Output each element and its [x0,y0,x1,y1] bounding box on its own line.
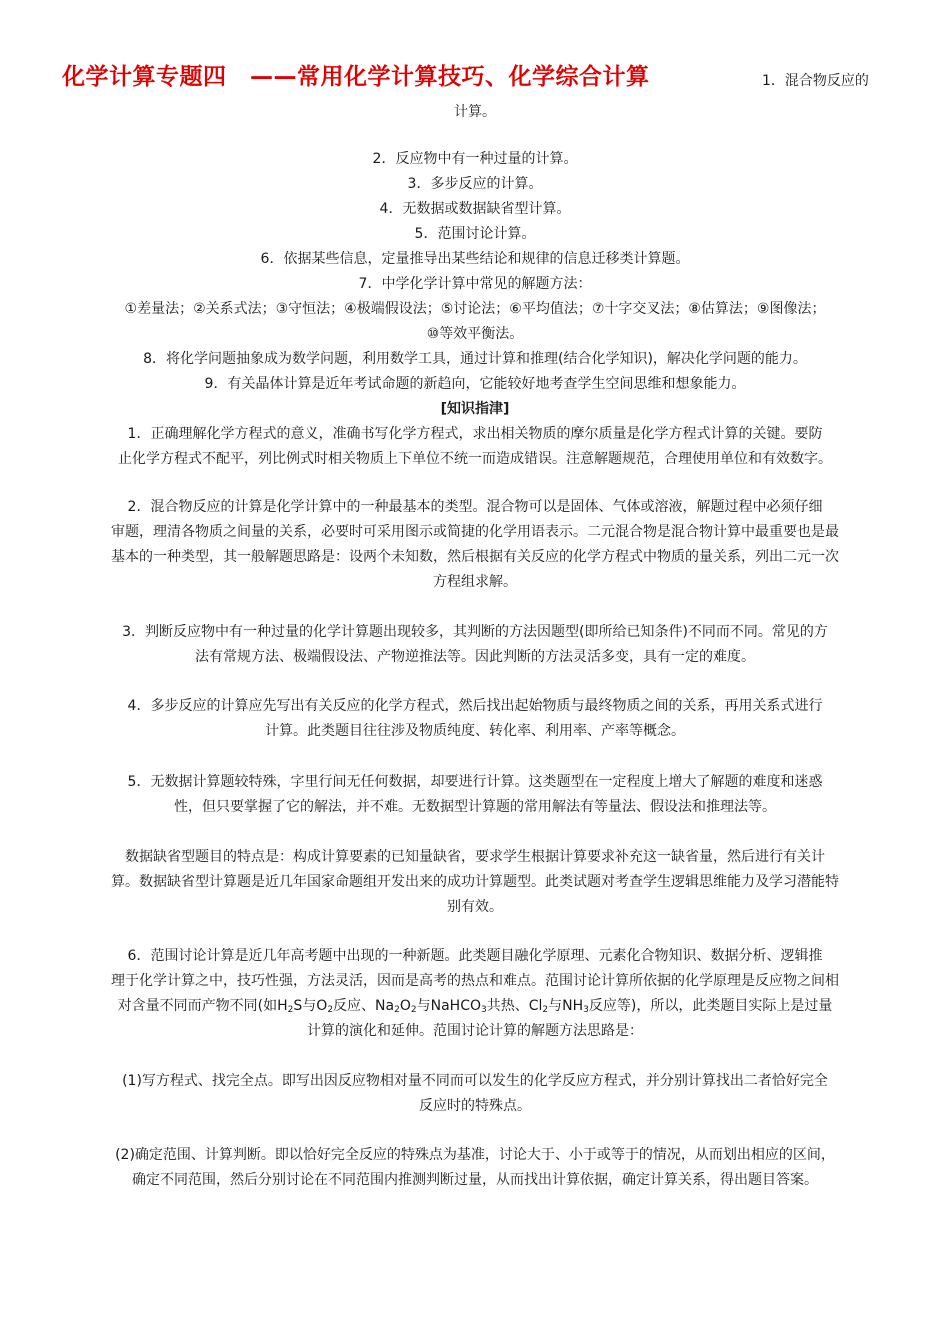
text-segment: 对含量不同而产物不同(如H [117,998,288,1014]
subscript: 2 [410,1005,417,1015]
paragraph-7-line-1: 6．范围讨论计算是近几年高考题中出现的一种新题。此类题目融化学原理、元素化合物知识、数据分析、逻辑推 [127,948,823,964]
list-item-4: 4．无数据或数据缺省型计算。 [379,201,571,217]
paragraph-3-line-2: 法有常规方法、极端假设法、产物逆推法等。因此判断的方法灵活多变，具有一定的难度。 [195,649,755,665]
text-segment: O [399,998,411,1014]
subscript: 2 [542,1005,549,1015]
paragraph-2-line-4: 方程组求解。 [433,574,517,590]
text-segment: 反应、Na [333,998,395,1014]
subscript: 3 [583,1005,589,1015]
subscript: 3 [480,1005,487,1015]
subscript: 2 [287,1005,294,1015]
paragraph-7-line-3 [40,994,910,1019]
section-heading: [知识指津] [440,401,510,417]
text-segment: 与NH [548,998,584,1014]
paragraph-1-line-2: 止化学方程式不配平，列比例式时相关物质上下单位不统一而造成错误。注意解题规范，合理使用单位和有效数字。 [118,451,832,467]
paragraph-8-line-1: (1)写方程式、找完全点。即写出因反应物相对量不同而可以发生的化学反应方程式，并分别计算找出二者恰好完全 [122,1073,828,1089]
document-title: 化学计算专题四 ——常用化学计算技巧、化学综合计算 [62,64,650,90]
methods-list: ①差量法；②关系式法；③守恒法；④极端假设法；⑤讨论法；⑥平均值法；⑦十字交叉法；⑧估算法；⑨图像法； [124,301,826,317]
text-segment: 反应等)，所以，此类题目实际上是过量 [588,998,833,1014]
paragraph-5-line-2: 性，但只要掌握了它的解法，并不难。无数据型计算题的常用解法有等量法、假设法和推理法等。 [174,799,776,815]
list-item-2: 2．反应物中有一种过量的计算。 [372,151,578,167]
list-item-7: 7．中学化学计算中常见的解题方法： [358,276,592,292]
list-item-8: 8．将化学问题抽象成为数学问题，利用数学工具，通过计算和推理(结合化学知识)，解决化学问题的能力。 [143,351,807,367]
paragraph-5-line-1: 5．无数据计算题较特殊，字里行间无任何数据，却要进行计算。这类题型在一定程度上增大了解题的难度和迷惑 [127,774,823,790]
paragraph-2-line-3: 基本的一种类型，其一般解题思路是：设两个未知数，然后根据有关反应的化学方程式中物质的量关系，列出二元一次 [111,549,839,565]
paragraph-2-line-2: 审题，理清各物质之间量的关系，必要时可采用图示或简捷的化学用语表示。二元混合物是混合物计算中最重要也是最 [111,524,839,540]
text-segment: 共热、Cl [486,998,543,1014]
list-item-5: 5．范围讨论计算。 [414,226,536,242]
paragraph-4-line-2: 计算。此类题目往往涉及物质纯度、转化率、利用率、产率等概念。 [265,723,685,739]
paragraph-7-line-4: 计算的演化和延伸。范围讨论计算的解题方法思路是： [307,1023,643,1039]
paragraph-6-line-3: 别有效。 [447,899,503,915]
paragraph-7-line-2: 理于化学计算之中，技巧性强，方法灵活，因而是高考的热点和难点。范围讨论计算所依据的化学原理是反应物之间相 [111,973,839,989]
paragraph-6-line-2: 算。数据缺省型计算题是近几年国家命题组开发出来的成功计算题型。此类试题对考查学生逻辑思维能力及学习潜能特 [111,874,839,890]
subscript: 2 [394,1005,400,1015]
paragraph-4-line-1: 4．多步反应的计算应先写出有关反应的化学方程式，然后找出起始物质与最终物质之间的关系，再用关系式进行 [127,698,823,714]
methods-list-end: ⑩等效平衡法。 [426,326,524,342]
paragraph-9-line-2: 确定不同范围，然后分别讨论在不同范围内推测判断过量，从而找出计算依据，确定计算关系，得出题目答案。 [132,1172,818,1188]
list-item-1: 1．混合物反应的 [762,73,869,89]
paragraph-6-line-1: 数据缺省型题目的特点是：构成计算要素的已知量缺省，要求学生根据计算要求补充这一缺省量，然后进行有关计 [125,849,825,865]
text-segment: S与O [293,998,328,1014]
list-item-3: 3．多步反应的计算。 [407,176,543,192]
list-item-9: 9．有关晶体计算是近年考试命题的新趋向，它能较好地考查学生空间思维和想象能力。 [204,376,746,392]
paragraph-8-line-2: 反应时的特殊点。 [419,1098,531,1114]
subscript: 2 [327,1005,334,1015]
text-segment: 与NaHCO [416,998,481,1014]
paragraph-2-line-1: 2．混合物反应的计算是化学计算中的一种最基本的类型。混合物可以是固体、气体或溶液，解题过程中必须仔细 [127,499,823,515]
paragraph-9-line-1: (2)确定范围、计算判断。即以恰好完全反应的特殊点为基准，讨论大于、小于或等于的情况，从而划出相应的区间， [115,1147,835,1163]
list-item-6: 6．依据某些信息，定量推导出某些结论和规律的信息迁移类计算题。 [260,251,690,267]
paragraph-3-line-1: 3．判断反应物中有一种过量的化学计算题出现较多，其判断的方法因题型(即所给已知条件)不同而不同。常见的方 [122,624,828,640]
paragraph-1-line-1: 1．正确理解化学方程式的意义，准确书写化学方程式，求出相关物质的摩尔质量是化学方程式计算的关键。要防 [127,426,823,442]
list-item-1-continued: 计算。 [454,104,496,120]
